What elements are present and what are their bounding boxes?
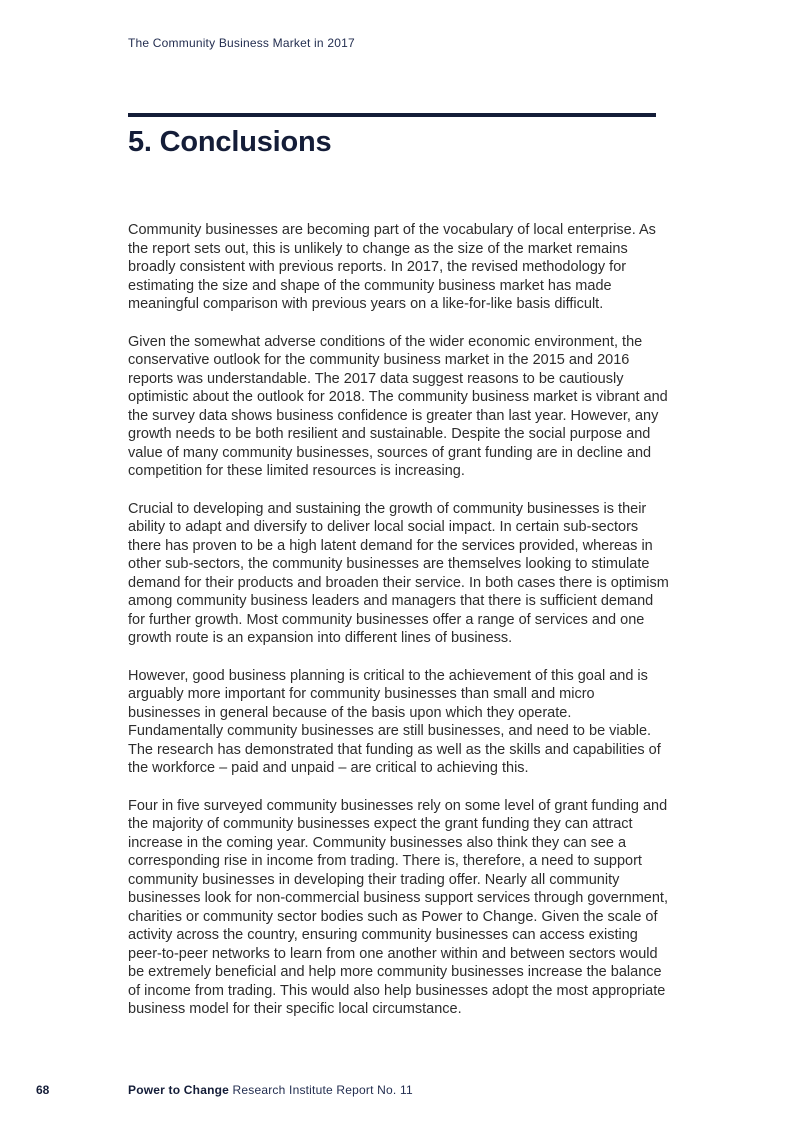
section-heading: 5. Conclusions <box>128 126 332 158</box>
body-paragraph-3: Crucial to developing and sustaining the growth of community businesses is their ability to adapt and diversify to deliver local social impact. In certain sub-sectors there has proven to be a high latent demand for the services provided, whereas in other sub-sectors, the community businesses are themselves looking to stimulate demand for their products and broaden their service. In both cases there is optimism among community business leaders and managers that there is sufficient demand for further growth. Most community businesses offer a range of services and one growth route is an expansion into different lines of business. <box>128 500 669 646</box>
body-paragraph-1: Community businesses are becoming part of the vocabulary of local enterprise. As the report sets out, this is unlikely to change as the size of the market remains broadly consistent with previous reports. In 2017, the revised methodology for estimating the size and shape of the community business market has made meaningful comparison with previous years on a like-for-like basis difficult. <box>128 222 656 312</box>
page-footer <box>0 1083 800 1103</box>
body-paragraph-4: However, good business planning is critical to the achievement of this goal and is arguably more important for community businesses than small and micro businesses in general because of the basis upon which they operate. Fundamentally community businesses are still businesses, and need to be viable. The research has demonstrated that funding as well as the skills and capabilities of the workforce – paid and unpaid – are critical to achieving this. <box>128 667 661 776</box>
body-paragraph-5: Four in five surveyed community businesses rely on some level of grant funding and the majority of community businesses expect the grant funding they can attract increase in the coming year. Community businesses also think they can see a corresponding rise in income from trading. There is, therefore, a need to support community businesses in developing their trading offer. Nearly all community businesses look for non-commercial business support services through government, charities or community sector bodies such as Power to Change. Given the scale of activity across the country, ensuring community businesses can access existing peer-to-peer networks to learn from one another within and between sectors would be extremely beneficial and help more community businesses increase the balance of income from trading. This would also help businesses adopt the most appropriate business model for their specific local circumstance. <box>128 797 668 1017</box>
running-header: The Community Business Market in 2017 <box>128 36 355 50</box>
footer-line <box>128 1083 413 1097</box>
footer-brand: Power to Change <box>128 1083 230 1097</box>
footer-report-label: Research Institute Report No. 11 <box>229 1083 413 1097</box>
page-number: 68 <box>36 1083 50 1097</box>
body-paragraph-2: Given the somewhat adverse conditions of the wider economic environment, the conservative outlook for the community business market in the 2015 and 2016 reports was understandable. The 2017 data suggest reasons to be cautiously optimistic about the outlook for 2018. The community business market is vibrant and the survey data shows business confidence is greater than last year. However, any growth needs to be both resilient and sustainable. Despite the social purpose and value of many community businesses, sources of grant funding are in decline and competition for these limited resources is increasing. <box>128 333 668 479</box>
section-divider-rule <box>128 113 656 117</box>
body-content <box>128 221 669 1038</box>
